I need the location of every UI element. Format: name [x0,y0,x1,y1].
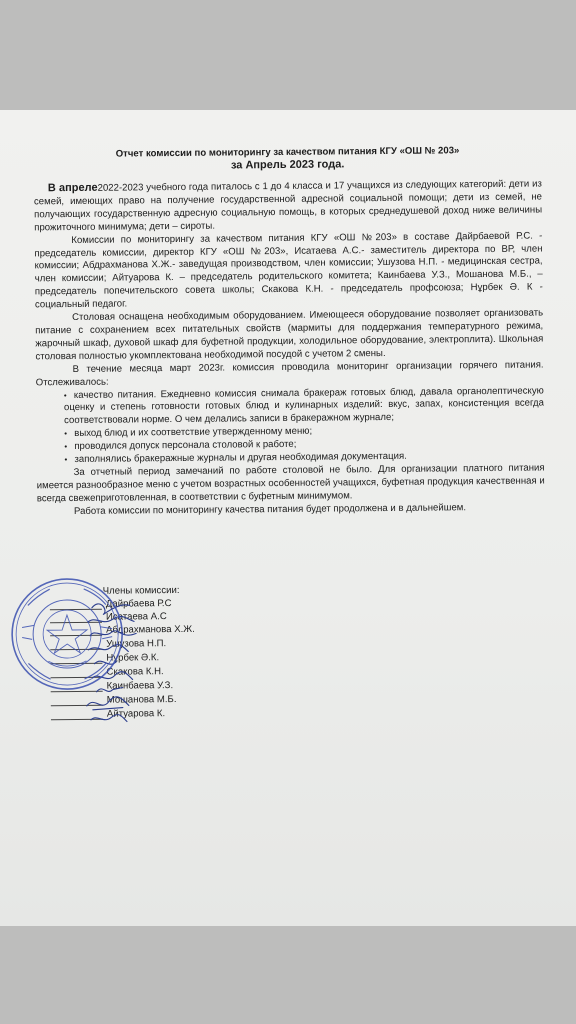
document-content [0,110,576,926]
bullet-icon: • [64,429,68,439]
stamp-seal [8,574,127,693]
bullet-text: проводился допуск персонала столовой к работе; [74,438,297,453]
members-title: Члены комиссии: [102,584,180,597]
paragraph-4: В течение месяца март 2023г. комиссия проводила мониторинг организации горячего питания. Отслеживалось: [35,359,544,388]
member-name: Каинбаева У.З. [106,680,174,692]
bottom-background [0,926,576,1024]
bullet-text: качество питания. Ежедневно комиссия снимала бракераж готовых блюд, давала органолептическую оценку и степень готовности готовых блюд и кулинарных изделий: вкус, запах, консистенция всегда соответствовали норме. О чем делались записи в бракеражном журнале; [63,384,545,427]
member-name: Мошанова М.Б. [106,694,177,706]
member-name: Абдрахманова Х.Ж. [106,623,195,636]
bullet-text: выход блюд и их соответствие утвержденному меню; [74,425,313,440]
member-name: Скакова К.Н. [106,666,164,678]
paragraph-2: Комиссии по мониторингу за качеством питания КГУ «ОШ №203» в составе Дайрбаевой Р.С. - председатель комиссии, директор КГУ «ОШ №203», Исатаева А.С.- заместитель директора по ВР, член комиссии; Абдрахманова Х.Ж.- заведущая производством, член комиссии; Ушузова Н.П. - медицинская сестра, член комиссии; Айтуарова К. – председатель родительского комитета; Каинбаева У.З., Мошанова М.Б., – председатель попечительского совета школы; Скакова К.Н. - председатель профсоюза; Нұрбек Ә. К - социальный педагог. [34,230,543,311]
bullet-icon: • [64,455,68,465]
top-background [0,0,576,110]
paragraph-1-lead: В апреле [47,181,98,195]
member-name: Исатаева А.С [105,611,167,623]
paragraph-3: Столовая оснащена необходимым оборудованием. Имеющееся оборудование позволяет организовать питание с сохранением всех питательных свойств (мармиты для поддержания температурного режима, жарочный шкаф, духовой шкаф для буфетной продукции, холодильное оборудование, электроплита). Школьная столовая полностью укомплектована необходимой посудой с учетом 2 смены. [35,307,544,363]
paragraph-1-text: 2022-2023 учебного года питалось с 1 до 4 класса и 17 учащихся из следующих категорий: дети из семей, имеющих право на получение государственной адресной социальной помощи; дети из семей, не получающих государственную адресную социальную помощь, в которых среднедушевой доход ниже величины прожиточного минимума; дети – сироты. [33,178,543,234]
bullet-icon: • [63,390,67,400]
paragraph-1 [34,177,542,234]
paragraph-6: Работа комиссии по мониторингу качества питания будет продолжена и в дальнейшем. [73,501,467,517]
document-subtitle: за Апрель 2023 года. [230,158,345,172]
document-body [34,177,545,518]
document-title: Отчет комиссии по мониторингу за качеством питания КГУ «ОШ № 203» [115,145,460,160]
member-name: Дайрбаева Р.С [105,598,172,610]
member-name: Нұрбек Ә.К. [106,652,160,664]
bullet-item [36,385,544,429]
member-name: Ушузова Н.П. [106,638,167,650]
bullet-text: заполнялись бракеражные журналы и другая необходимая документация. [74,450,407,466]
member-name: Айтуарова К. [106,708,166,720]
document-page [0,110,576,926]
bullet-icon: • [64,442,68,452]
paragraph-5: За отчетный период замечаний по работе столовой не было. Для организации платного питания имеется разнообразное меню с учетом возрастных особенностей учащихся, буфетная продукция качественная и всегда свежеприготовленная, в соответствии с буфетным минимумом. [36,462,545,505]
